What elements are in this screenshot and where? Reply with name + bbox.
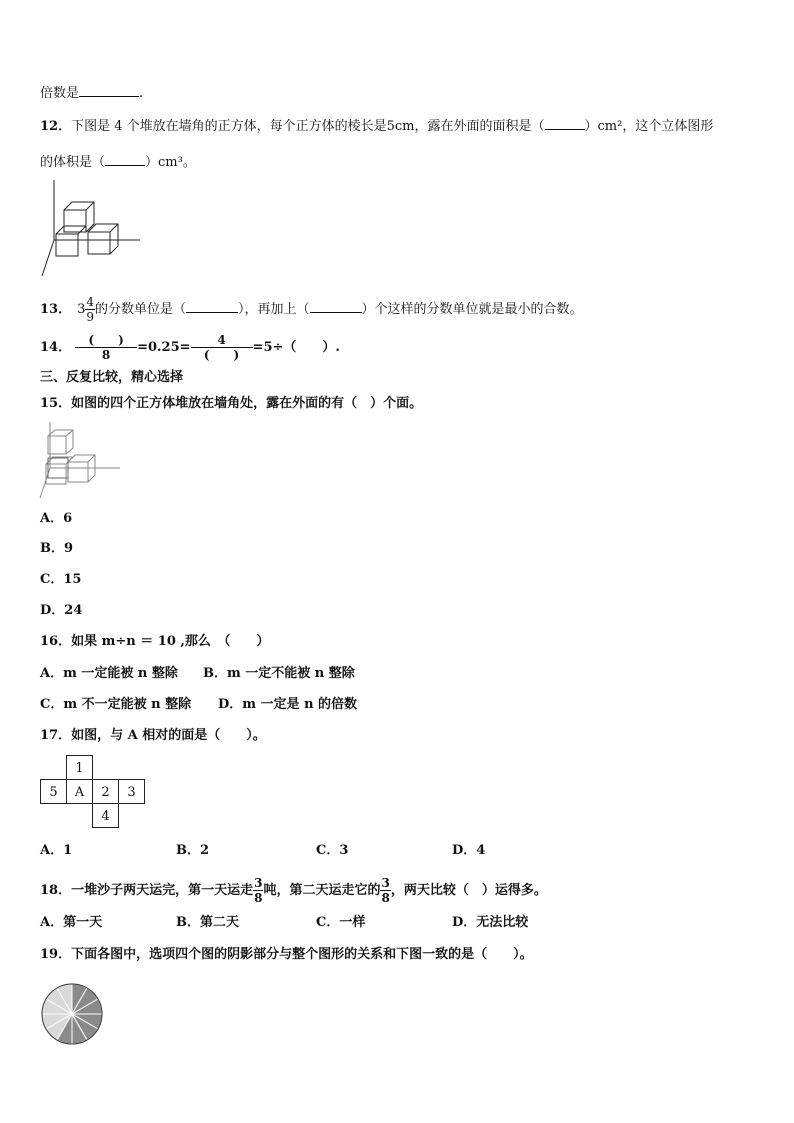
net-face-top: 1 — [75, 761, 84, 776]
q12-area-blank[interactable] — [545, 117, 585, 130]
q14-fraction-1 — [75, 333, 137, 362]
q15-question — [40, 396, 422, 412]
q14-f1-den: 8 — [101, 348, 111, 362]
q14-f2-num: 4 — [191, 333, 253, 348]
q18-f1-num: 3 — [254, 876, 263, 890]
q14-f1-num[interactable]: ( ) — [75, 333, 137, 348]
q16-text: 如果 m÷n ＝ 10 ,那么 （ ） — [71, 634, 270, 649]
q18-text-a: 一堆沙子两天运完，第一天运走 — [71, 883, 254, 898]
q17-text: 如图，与 A 相对的面是（ ）。 — [71, 728, 266, 743]
q14-line — [40, 333, 340, 362]
q14-tail: =5÷（ ）. — [252, 340, 340, 355]
q14-mid: =0.25= — [137, 340, 191, 355]
q16-option-c[interactable]: C．m 不一定能被 n 整除 — [40, 697, 192, 712]
q15-option-d[interactable]: D．24 — [40, 603, 83, 618]
q17-question — [40, 728, 266, 744]
q16-question — [40, 634, 269, 650]
q15-option-b[interactable]: B．9 — [40, 541, 74, 556]
q18-f1-den: 8 — [254, 891, 263, 905]
q16-number: 16． — [40, 634, 72, 649]
q17-number: 17． — [40, 728, 72, 743]
q18-number: 18． — [40, 883, 72, 898]
q13-whole: 3 — [77, 302, 86, 317]
q12-text-b: ）cm²，这个立体图形 — [584, 119, 714, 134]
q16-option-d[interactable]: D．m 一定是 n 的倍数 — [218, 697, 358, 712]
q12-line2-b: ）cm³。 — [145, 155, 196, 170]
section-3-heading: 三、反复比较，精心选择 — [40, 370, 184, 385]
q18-text-b: 吨，第二天运走它的 — [263, 883, 381, 898]
q15-option-c[interactable]: C．15 — [40, 572, 82, 587]
q12-line2 — [40, 153, 196, 171]
q15-text: 如图的四个正方体堆放在墙角处，露在外面的有（ ）个面。 — [71, 396, 423, 411]
q13-text-a: 的分数单位是（ — [95, 302, 187, 317]
q18-option-c[interactable]: C．一样 — [316, 915, 366, 930]
q19-number: 19． — [40, 947, 72, 962]
q17-option-d[interactable]: D．4 — [452, 843, 486, 858]
q18-f2-num: 3 — [381, 876, 390, 890]
q13-unit-blank[interactable] — [186, 300, 238, 313]
q12-line1 — [40, 117, 713, 135]
q12-cubes-figure — [38, 180, 148, 280]
q13-text-b: ），再加上（ — [238, 302, 310, 317]
q17-option-c[interactable]: C．3 — [316, 843, 349, 858]
q19-question — [40, 947, 533, 963]
q18-text-c: ，两天比较（ ）运得多。 — [390, 883, 547, 898]
q15-number: 15． — [40, 396, 72, 411]
net-face-right2: 3 — [127, 785, 136, 800]
q11-tail — [40, 84, 143, 102]
q18-option-d[interactable]: D．无法比较 — [452, 915, 529, 930]
q13-text-c: ）个这样的分数单位就是最小的合数。 — [361, 302, 583, 317]
q17-option-a[interactable]: A．1 — [40, 843, 73, 858]
q12-volume-blank[interactable] — [105, 153, 145, 166]
net-face-left: 5 — [49, 785, 58, 800]
q17-option-b[interactable]: B．2 — [176, 843, 210, 858]
q18-question — [40, 876, 547, 905]
q14-f2-den[interactable]: ( ) — [203, 348, 240, 362]
q13-count-blank[interactable] — [310, 300, 362, 313]
q12-line2-a: 的体积是（ — [40, 155, 106, 170]
q18-f2-den: 8 — [381, 891, 390, 905]
q13-frac-den: 9 — [86, 310, 95, 324]
net-face-bottom: 4 — [101, 809, 110, 824]
q13-frac-num: 4 — [86, 295, 95, 309]
q18-option-b[interactable]: B．第二天 — [176, 915, 239, 930]
q16-option-a[interactable]: A．m 一定能被 n 整除 — [40, 666, 178, 681]
q19-shaded-circle — [40, 982, 104, 1046]
q12-text-a: 下图是 4 个堆放在墙角的正方体，每个正方体的棱长是5cm，露在外面的面积是（ — [71, 119, 545, 134]
q11-tail-end: . — [139, 86, 144, 101]
q12-number: 12． — [40, 119, 72, 134]
q13-line — [40, 295, 583, 324]
net-face-center: A — [74, 785, 85, 800]
q15-cubes-figure — [38, 420, 124, 500]
q18-fraction-2 — [380, 876, 390, 905]
q11-tail-text: 倍数是 — [40, 86, 80, 101]
q18-option-a[interactable]: A．第一天 — [40, 915, 103, 930]
q14-fraction-2 — [191, 333, 253, 362]
net-face-right1: 2 — [101, 785, 110, 800]
q17-cube-net — [40, 754, 146, 830]
q13-fraction — [85, 295, 95, 324]
q18-fraction-1 — [253, 876, 263, 905]
q15-option-a[interactable]: A．6 — [40, 511, 73, 526]
q13-number: 13． — [40, 302, 72, 317]
q14-number: 14． — [40, 340, 72, 355]
q19-text: 下面各图中，选项四个图的阴影部分与整个图形的关系和下图一致的是（ ）。 — [71, 947, 533, 962]
q11-answer-blank[interactable] — [79, 84, 139, 97]
q16-option-b[interactable]: B．m 一定不能被 n 整除 — [203, 666, 355, 681]
